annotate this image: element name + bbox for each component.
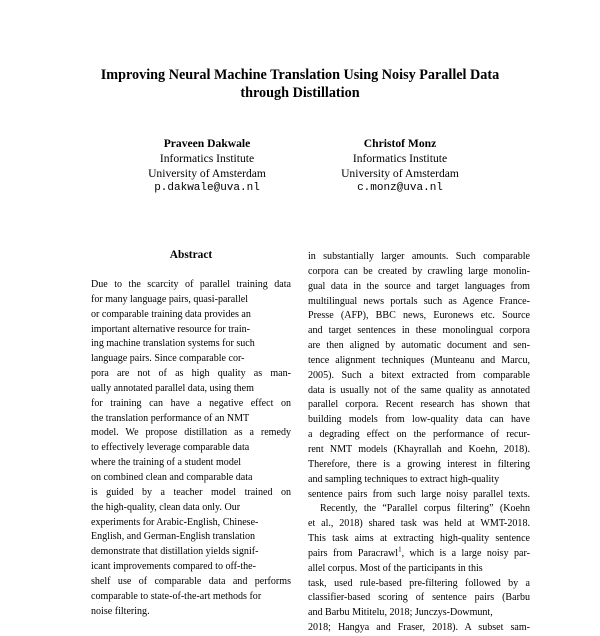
body-line: in substantially larger amounts. Such comparable xyxy=(308,251,530,262)
body-line: rent NMT models (Khayrallah and Koehn, 2018). xyxy=(308,443,530,455)
abstract-line: to effectively leverage comparable data xyxy=(91,442,250,454)
body-line: corpora can be created by crawling large monolin- xyxy=(308,265,530,277)
abstract-text xyxy=(91,278,291,619)
abstract-line: model. We propose distillation as a remedy xyxy=(91,427,291,439)
abstract-line: the high-quality, clean data only. Our xyxy=(91,501,241,513)
abstract-line: ing machine translation systems for such xyxy=(91,338,255,350)
abstract-line: the translation performance of an NMT xyxy=(91,412,250,424)
abstract-line: important alternative resource for train- xyxy=(91,323,251,335)
body-line: parallel corpora. Recent research has shown that xyxy=(308,399,530,411)
body-line: allel corpus. Most of the participants in this xyxy=(308,562,483,574)
body-line: and sampling techniques to extract high-quality xyxy=(308,473,500,485)
body-line: Recently, the “Parallel corpus filtering” (Koehn xyxy=(320,503,530,515)
body-line: a degrading effect on the performance of recur- xyxy=(308,429,530,441)
body-line: Therefore, there is a growing interest in filtering xyxy=(308,458,530,470)
paracrawl-text: pairs from Paracrawl xyxy=(308,547,399,559)
body-line: building models from low-quality data can have xyxy=(308,414,530,426)
body-line: classifier-based scoring of sentence pairs (Barbu xyxy=(308,592,530,604)
body-line: gual data in the source and target languages from xyxy=(308,280,530,292)
author-block-1 xyxy=(107,136,307,196)
author-email: p.dakwale@uva.nl xyxy=(154,182,260,194)
abstract-line: experiments for Arabic-English, Chinese- xyxy=(91,516,259,528)
body-line xyxy=(308,547,530,562)
body-line: 2005). Such a bitext extracted from comparable xyxy=(308,369,530,381)
author-university: University of Amsterdam xyxy=(148,167,266,180)
abstract-line: pora are not of as high quality as man- xyxy=(91,368,291,380)
author-name: Praveen Dakwale xyxy=(163,137,251,150)
abstract-line: demonstrate that distillation yields signif- xyxy=(91,546,259,558)
author-university: University of Amsterdam xyxy=(341,167,459,180)
abstract-line: language pairs. Since comparable cor- xyxy=(91,353,245,365)
abstract-line: is guided by a teacher model trained on xyxy=(91,486,291,498)
body-line: and Barbu Mititelu, 2018; Junczys-Dowmunt, xyxy=(308,607,493,619)
author-name: Christof Monz xyxy=(363,137,437,150)
author-block-2 xyxy=(300,136,500,196)
title-line-1: Improving Neural Machine Translation Using Noisy Parallel Data xyxy=(100,67,500,83)
abstract-line: for training can have a negative effect on xyxy=(91,397,291,409)
author-affiliation: Informatics Institute xyxy=(159,152,255,165)
abstract-heading: Abstract xyxy=(169,249,213,261)
abstract-line: where the training of a student model xyxy=(91,457,242,469)
author-email: c.monz@uva.nl xyxy=(357,182,443,194)
abstract-line: for many language pairs, quasi-parallel xyxy=(91,293,249,305)
abstract-line: icant improvements compared to off-the- xyxy=(91,561,256,573)
abstract-line: ually annotated parallel data, using them xyxy=(91,382,254,394)
body-line: This task aims at extracting high-quality sentence xyxy=(308,533,530,545)
abstract-line: comparable to state-of-the-art methods for xyxy=(91,590,262,602)
body-line: tence alignment techniques (Munteanu and Marcu, xyxy=(308,354,530,366)
body-line: data is usually not of the same quality as annotated xyxy=(308,384,530,396)
paper-title xyxy=(60,66,540,102)
body-line: 2018; Hangya and Fraser, 2018). A subset sam- xyxy=(308,622,530,634)
body-line: et al., 2018) shared task was held at WMT-2018. xyxy=(308,518,530,530)
body-line: and target sentences in these monolingual corpora xyxy=(308,325,530,337)
author-affiliation: Informatics Institute xyxy=(352,152,448,165)
body-line-rest: , which is a large noisy par- xyxy=(401,547,530,559)
footnote-marker: 1 xyxy=(398,545,402,554)
abstract-line: noise filtering. xyxy=(91,605,150,617)
abstract-line: or comparable training data provides an xyxy=(91,308,251,320)
abstract-line: shelf use of comparable data and performs xyxy=(91,575,291,587)
abstract-line: Due to the scarcity of parallel training data xyxy=(91,279,291,290)
body-line: Presse (AFP), BBC news, Euronews etc. Source xyxy=(308,310,530,322)
body-column-right xyxy=(308,250,530,634)
abstract-line: English, and German-English translation xyxy=(91,531,256,543)
body-line: task, used rule-based pre-filtering followed by a xyxy=(308,577,530,589)
body-line: are then aligned by automatic document and sen- xyxy=(308,340,530,352)
title-line-2: through Distillation xyxy=(240,85,360,101)
body-line: multilingual news portals such as Agence France- xyxy=(308,295,530,307)
body-line: sentence pairs from such large noisy parallel texts. xyxy=(308,488,530,500)
abstract-line: on combined clean and comparable data xyxy=(91,471,253,483)
